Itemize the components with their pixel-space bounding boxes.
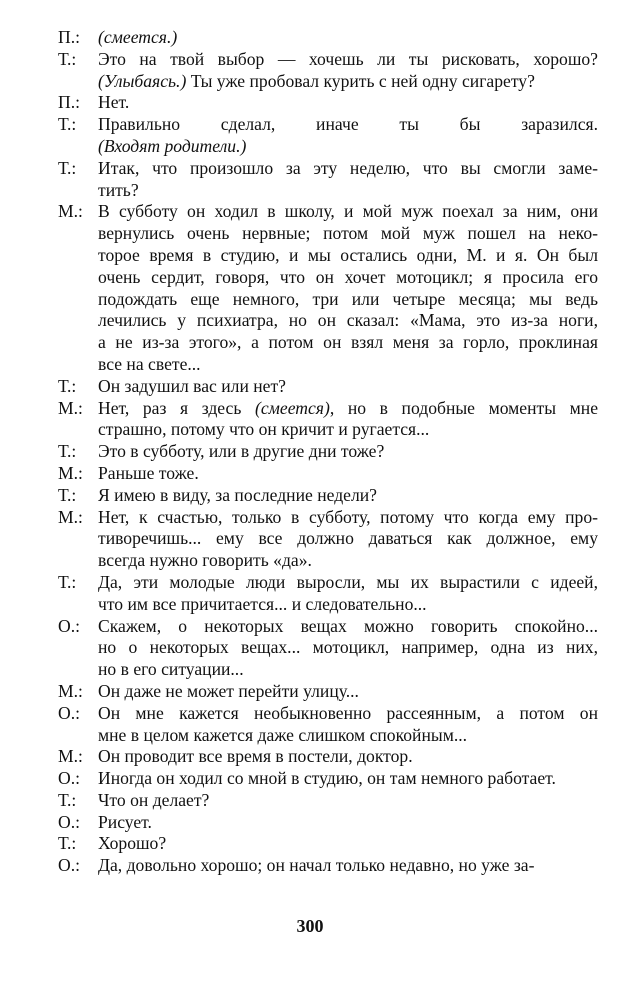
text-line <box>98 746 598 768</box>
dialogue-entry <box>58 768 598 790</box>
speaker-label: М.: <box>58 746 83 767</box>
utterance <box>98 376 598 398</box>
utterance <box>98 201 598 375</box>
text-line <box>98 49 598 71</box>
speech-text: , но в подобные моменты мне <box>329 397 598 418</box>
utterance <box>98 27 598 49</box>
text-line <box>98 790 598 812</box>
dialogue-entry <box>58 855 598 877</box>
speech-text: всегда нужно говорить «да». <box>98 550 312 571</box>
text-line <box>98 637 598 659</box>
text-line <box>98 833 598 855</box>
text-line <box>98 725 598 747</box>
dialogue-entry <box>58 27 598 49</box>
text-line <box>98 659 598 681</box>
speech-text: Нет, к счастью, только в субботу, потому что когда ему про- <box>98 506 598 527</box>
speech-text: Скажем, о некоторых вещах можно говорить спокойно... <box>98 615 598 636</box>
stage-direction: (смеется) <box>254 397 330 418</box>
speaker-label: П.: <box>58 27 80 47</box>
speech-text: Ты уже пробовал курить с ней одну сигарету? <box>186 70 535 91</box>
speech-text: Он проводит все время в постели, доктор. <box>98 746 413 767</box>
speech-text: Итак, что произошло за эту неделю, что вы смогли заме- <box>98 157 598 178</box>
text-line <box>98 267 598 289</box>
speaker-label: Т.: <box>58 48 77 69</box>
utterance <box>98 485 598 507</box>
speaker-label: Т.: <box>58 157 77 178</box>
speaker-label: М.: <box>58 397 83 418</box>
stage-direction: (смеется.) <box>98 27 178 47</box>
utterance <box>98 92 598 114</box>
speech-text: лечились у психиатра, но он сказал: «Мама, это из-за ноги, <box>98 310 598 331</box>
speech-text: Это в субботу, или в другие дни тоже? <box>98 441 385 462</box>
speaker-label: М.: <box>58 462 83 483</box>
dialogue-entry <box>58 201 598 375</box>
text-line <box>98 855 598 877</box>
speaker-label: О.: <box>58 768 80 789</box>
dialogue-entry <box>58 681 598 703</box>
stage-direction: (Улыбаясь.) <box>98 70 187 91</box>
text-line <box>98 681 598 703</box>
speech-text: что им все причитается... и следовательно... <box>98 593 427 614</box>
utterance <box>98 812 598 834</box>
dialogue-entry <box>58 616 598 681</box>
text-line <box>98 507 598 529</box>
text-line <box>98 27 598 49</box>
utterance <box>98 855 598 877</box>
speech-text: Правильно сделал, иначе ты бы заразился. <box>98 114 598 135</box>
utterance <box>98 507 598 572</box>
utterance <box>98 49 598 93</box>
dialogue-entry <box>58 812 598 834</box>
speaker-label: Т.: <box>58 441 77 462</box>
text-line <box>98 92 598 114</box>
speaker-label: Т.: <box>58 789 77 810</box>
page-number: 300 <box>296 916 324 936</box>
speech-text: В субботу он ходил в школу, и мой муж поехал за ним, они <box>98 201 598 222</box>
speaker-label: Т.: <box>58 571 77 592</box>
speaker-label: М.: <box>58 680 83 701</box>
speaker-label: П.: <box>58 92 80 113</box>
utterance <box>98 833 598 855</box>
text-line <box>98 136 598 158</box>
speech-text: Он мне кажется необыкновенно рассеянным, а потом он <box>98 702 598 723</box>
dialogue-entry <box>58 572 598 616</box>
dialogue-entry <box>58 114 598 158</box>
text-line <box>98 223 598 245</box>
text-line <box>98 114 598 136</box>
speech-text: Да, эти молодые люди выросли, мы их вырастили с идеей, <box>98 571 598 592</box>
utterance <box>98 441 598 463</box>
speaker-label: О.: <box>58 702 80 723</box>
dialogue-entry <box>58 507 598 572</box>
text-line <box>98 354 598 376</box>
text-line <box>98 812 598 834</box>
text-line <box>98 398 598 420</box>
speech-text: торое время в студию, и мы остались одни, М. и я. Он был <box>98 244 598 265</box>
dialogue-entry <box>58 833 598 855</box>
utterance <box>98 463 598 485</box>
speech-text: тиворечишь... ему все должно даваться как должное, ему <box>98 528 598 549</box>
dialogue-transcript <box>58 27 598 877</box>
utterance <box>98 746 598 768</box>
speaker-label: Т.: <box>58 114 77 135</box>
text-line <box>98 289 598 311</box>
text-line <box>98 158 598 180</box>
speech-text: подождать еще немного, три или четыре месяца; мы ведь <box>98 288 598 309</box>
speech-text: а не из-за этого», а потом он взял меня за горло, проклиная <box>98 332 598 353</box>
speech-text: мне в целом кажется даже слишком спокойным... <box>98 724 468 745</box>
dialogue-entry <box>58 703 598 747</box>
text-line <box>98 594 598 616</box>
speech-text: Он даже не может перейти улицу... <box>98 680 359 701</box>
speech-text: Это на твой выбор — хочешь ли ты рисковать, хорошо? <box>98 48 598 69</box>
dialogue-entry <box>58 49 598 93</box>
utterance <box>98 768 598 790</box>
speaker-label: О.: <box>58 615 80 636</box>
text-line <box>98 332 598 354</box>
speech-text: все на свете... <box>98 353 201 374</box>
text-line <box>98 550 598 572</box>
text-line <box>98 572 598 594</box>
text-line <box>98 528 598 550</box>
text-line <box>98 616 598 638</box>
speaker-label: О.: <box>58 811 80 832</box>
speech-text: но в его ситуации... <box>98 659 244 680</box>
utterance <box>98 703 598 747</box>
utterance <box>98 616 598 681</box>
text-line <box>98 180 598 202</box>
speech-text: Хорошо? <box>98 833 167 854</box>
text-line <box>98 419 598 441</box>
text-line <box>98 463 598 485</box>
utterance <box>98 681 598 703</box>
stage-direction: (Входят родители.) <box>98 135 247 156</box>
speech-text: Нет, раз я здесь <box>98 397 255 418</box>
text-line <box>98 376 598 398</box>
speech-text: вернулись очень нервные; потом мой муж пошел на неко- <box>98 223 598 244</box>
speech-text: Нет. <box>98 92 130 113</box>
dialogue-entry <box>58 92 598 114</box>
text-line <box>98 310 598 332</box>
dialogue-entry <box>58 158 598 202</box>
speech-text: Раньше тоже. <box>98 462 199 483</box>
speech-text: Иногда он ходил со мной в студию, он там немного работает. <box>98 768 556 789</box>
speech-text: Я имею в виду, за последние недели? <box>98 484 377 505</box>
speech-text: очень сердит, говоря, что он хочет мотоцикл; я просила его <box>98 266 598 287</box>
speech-text: Что он делает? <box>98 789 210 810</box>
utterance <box>98 790 598 812</box>
dialogue-entry <box>58 376 598 398</box>
dialogue-entry <box>58 485 598 507</box>
utterance <box>98 114 598 158</box>
utterance <box>98 158 598 202</box>
speaker-label: М.: <box>58 506 83 527</box>
speaker-label: М.: <box>58 201 83 222</box>
utterance <box>98 398 598 442</box>
text-line <box>98 441 598 463</box>
speaker-label: Т.: <box>58 375 77 396</box>
speech-text: страшно, потому что он кричит и ругается... <box>98 419 430 440</box>
text-line <box>98 71 598 93</box>
dialogue-entry <box>58 746 598 768</box>
speaker-label: О.: <box>58 855 80 876</box>
dialogue-entry <box>58 441 598 463</box>
utterance <box>98 572 598 616</box>
speech-text: Рисует. <box>98 811 152 832</box>
dialogue-entry <box>58 398 598 442</box>
speaker-label: Т.: <box>58 484 77 505</box>
text-line <box>98 485 598 507</box>
dialogue-entry <box>58 790 598 812</box>
text-line <box>98 768 598 790</box>
text-line <box>98 201 598 223</box>
speaker-label: Т.: <box>58 833 77 854</box>
speech-text: тить? <box>98 179 139 200</box>
speech-text: но о некоторых вещах... мотоцикл, например, одна из них, <box>98 637 598 658</box>
dialogue-entry <box>58 463 598 485</box>
speech-text: Да, довольно хорошо; он начал только недавно, но уже за- <box>98 855 535 876</box>
text-line <box>98 703 598 725</box>
speech-text: Он задушил вас или нет? <box>98 375 286 396</box>
text-line <box>98 245 598 267</box>
